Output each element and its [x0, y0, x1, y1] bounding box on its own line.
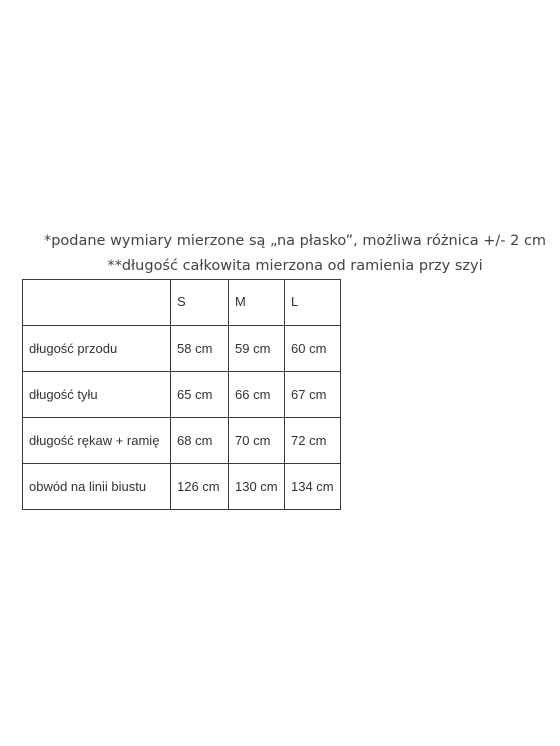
header-cell-size-l: L — [285, 280, 341, 326]
row-label: długość przodu — [23, 326, 171, 372]
cell-value: 66 cm — [229, 372, 285, 418]
note-total-length: **długość całkowita mierzona od ramienia przy szyi — [107, 258, 483, 274]
row-label: obwód na linii biustu — [23, 464, 171, 510]
cell-value: 65 cm — [171, 372, 229, 418]
table-row — [23, 464, 341, 510]
table-row — [23, 372, 341, 418]
size-notes — [0, 229, 560, 279]
header-cell-empty — [23, 280, 171, 326]
row-label: długość rękaw + ramię — [23, 418, 171, 464]
size-chart-table — [22, 279, 341, 510]
cell-value: 60 cm — [285, 326, 341, 372]
header-cell-size-s: S — [171, 280, 229, 326]
cell-value: 67 cm — [285, 372, 341, 418]
cell-value: 59 cm — [229, 326, 285, 372]
note-flat-measurement: *podane wymiary mierzone są „na płasko”, możliwa różnica +/- 2 cm — [43, 233, 547, 249]
cell-value: 130 cm — [229, 464, 285, 510]
row-label: długość tyłu — [23, 372, 171, 418]
cell-value: 68 cm — [171, 418, 229, 464]
cell-value: 72 cm — [285, 418, 341, 464]
table-row — [23, 418, 341, 464]
table-row — [23, 326, 341, 372]
cell-value: 126 cm — [171, 464, 229, 510]
cell-value: 70 cm — [229, 418, 285, 464]
table-header-row — [23, 280, 341, 326]
cell-value: 134 cm — [285, 464, 341, 510]
cell-value: 58 cm — [171, 326, 229, 372]
header-cell-size-m: M — [229, 280, 285, 326]
